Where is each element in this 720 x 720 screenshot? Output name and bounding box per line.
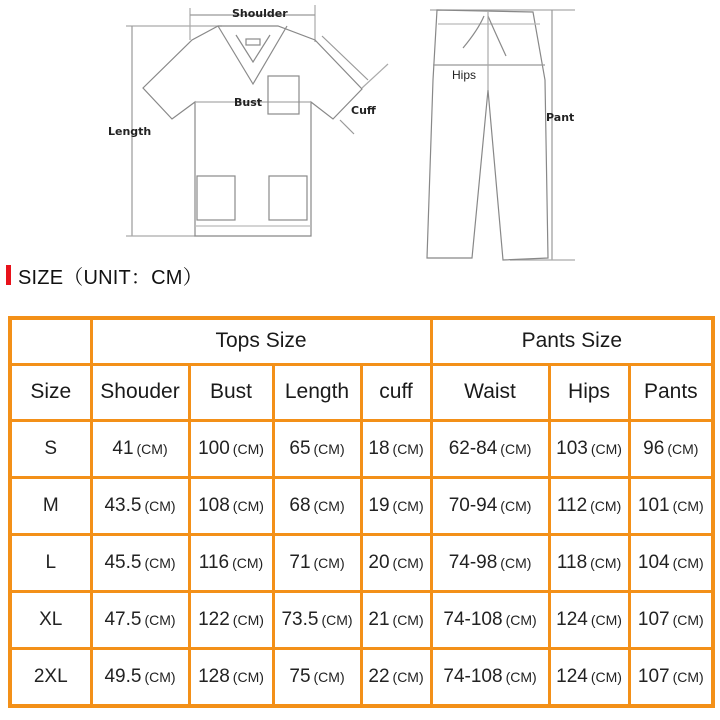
size-chart-table (8, 316, 715, 708)
bust-cell: 128 (CM) (189, 648, 273, 706)
garment-diagram (0, 0, 720, 262)
waist-cell: 74-108 (CM) (431, 591, 549, 648)
col-header-size: Size (10, 364, 91, 420)
table-row (10, 477, 713, 534)
shoulder-cell: 49.5 (CM) (91, 648, 189, 706)
table-row (10, 648, 713, 706)
length-cell: 65 (CM) (273, 420, 361, 477)
bust-cell: 100 (CM) (189, 420, 273, 477)
cuff-cell: 22 (CM) (361, 648, 431, 706)
pants-size-header: Pants Size (431, 318, 713, 364)
size-cell: S (10, 420, 91, 477)
size-heading-text: SIZE（UNIT：CM） (18, 266, 203, 289)
pants-cell: 104 (CM) (629, 534, 713, 591)
length-cell: 71 (CM) (273, 534, 361, 591)
pants-cell: 107 (CM) (629, 648, 713, 706)
waist-cell: 74-108 (CM) (431, 648, 549, 706)
pants-cell: 107 (CM) (629, 591, 713, 648)
shoulder-label: Shoulder (232, 7, 288, 20)
accent-bar (6, 265, 11, 285)
length-label: Length (108, 125, 152, 138)
size-cell: XL (10, 591, 91, 648)
col-header-waist: Waist (431, 364, 549, 420)
hips-cell: 118 (CM) (549, 534, 629, 591)
waist-cell: 74-98 (CM) (431, 534, 549, 591)
length-cell: 73.5 (CM) (273, 591, 361, 648)
bust-label: Bust (234, 96, 263, 109)
hips-label: Hips (452, 68, 477, 82)
tops-size-header: Tops Size (91, 318, 431, 364)
cuff-cell: 18 (CM) (361, 420, 431, 477)
col-header-shoulder: Shouder (91, 364, 189, 420)
cuff-cell: 21 (CM) (361, 591, 431, 648)
pant-label: Pant (546, 111, 575, 124)
pants-cell: 96 (CM) (629, 420, 713, 477)
table-row (10, 591, 713, 648)
col-header-pants: Pants (629, 364, 713, 420)
empty-corner-cell (10, 318, 91, 364)
waist-cell: 70-94 (CM) (431, 477, 549, 534)
shoulder-cell: 45.5 (CM) (91, 534, 189, 591)
length-cell: 75 (CM) (273, 648, 361, 706)
length-cell: 68 (CM) (273, 477, 361, 534)
size-cell: 2XL (10, 648, 91, 706)
size-heading (6, 264, 203, 289)
shoulder-cell: 43.5 (CM) (91, 477, 189, 534)
size-cell: M (10, 477, 91, 534)
hips-cell: 103 (CM) (549, 420, 629, 477)
shoulder-cell: 41 (CM) (91, 420, 189, 477)
col-header-length: Length (273, 364, 361, 420)
hips-cell: 112 (CM) (549, 477, 629, 534)
cuff-cell: 20 (CM) (361, 534, 431, 591)
col-header-hips: Hips (549, 364, 629, 420)
waist-cell: 62-84 (CM) (431, 420, 549, 477)
bust-cell: 108 (CM) (189, 477, 273, 534)
col-header-cuff: cuff (361, 364, 431, 420)
cuff-label: Cuff (351, 104, 376, 117)
bust-cell: 122 (CM) (189, 591, 273, 648)
column-header-row (10, 364, 713, 420)
shoulder-cell: 47.5 (CM) (91, 591, 189, 648)
cuff-cell: 19 (CM) (361, 477, 431, 534)
table-row (10, 534, 713, 591)
group-header-row (10, 318, 713, 364)
table-row (10, 420, 713, 477)
hips-cell: 124 (CM) (549, 648, 629, 706)
col-header-bust: Bust (189, 364, 273, 420)
size-cell: L (10, 534, 91, 591)
bust-cell: 116 (CM) (189, 534, 273, 591)
hips-cell: 124 (CM) (549, 591, 629, 648)
pants-cell: 101 (CM) (629, 477, 713, 534)
